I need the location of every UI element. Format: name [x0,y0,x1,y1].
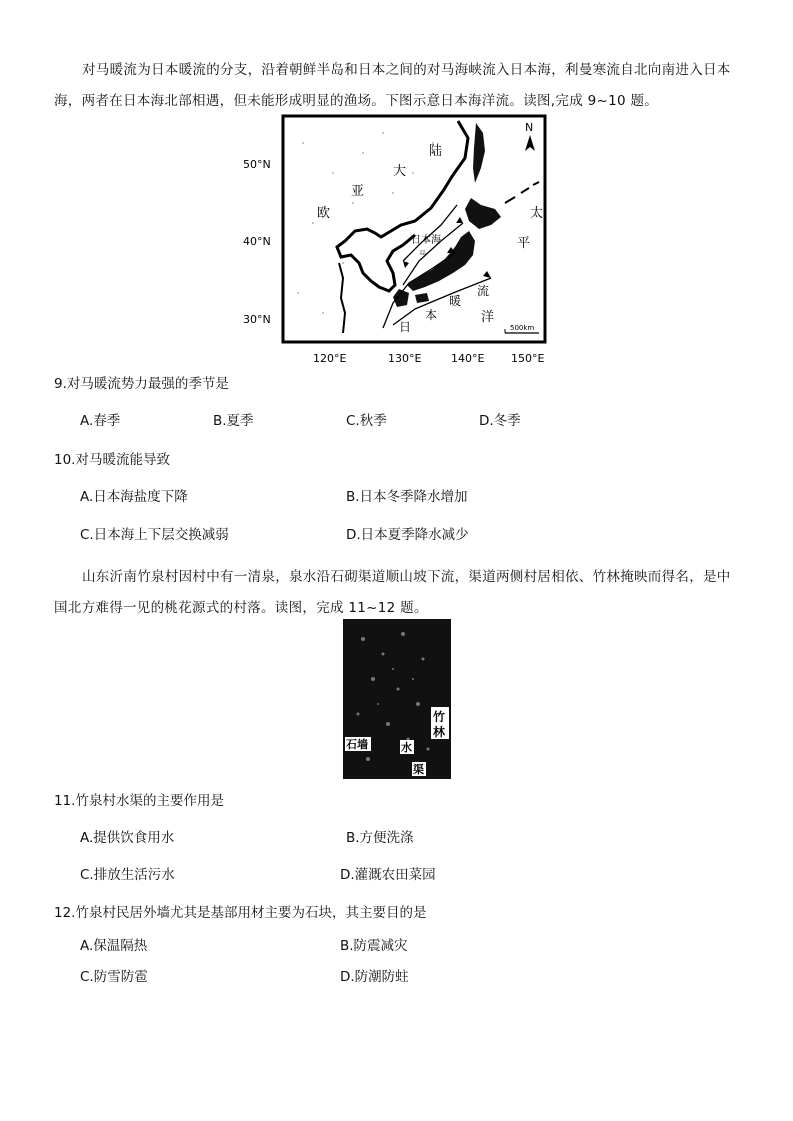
question-9-stem: 9.对马暖流势力最强的季节是 [54,376,229,392]
map-char-lu: 陆 [429,144,443,159]
q10-option-c[interactable]: C.日本海上下层交换减弱 [80,527,229,543]
q10-option-d[interactable]: D.日本夏季降水减少 [346,527,469,543]
photo-label-bamboo-1: 竹 [433,710,446,724]
photo-label-canal: 渠 [413,763,424,776]
question-12-stem: 12.竹泉村民居外墙尤其是基部用材主要为石块，其主要目的是 [54,905,427,921]
lon-label-120: 120°E [313,352,347,365]
q11-option-c[interactable]: C.排放生活污水 [80,867,175,883]
map-char-ou: 欧 [317,206,331,221]
lat-label-50: 50°N [243,158,271,171]
scale-label: 500km [510,324,535,332]
lat-label-40: 40°N [243,235,271,248]
q9-option-c[interactable]: C.秋季 [346,413,387,429]
q12-option-a[interactable]: A.保温隔热 [80,938,148,954]
map-char-nuan: 暖 [449,294,462,308]
map-char-yang: 洋 [481,310,495,325]
lon-label-150: 150°E [511,352,545,365]
q11-option-d[interactable]: D.灌溉农田菜园 [340,867,436,883]
map-char-ya: 亚 [351,184,365,199]
q10-option-b[interactable]: B.日本冬季降水增加 [346,489,468,505]
map-char-ben: 本 [425,308,438,322]
map-char-ping: 平 [517,236,531,251]
lon-label-140: 140°E [451,352,485,365]
photo-label-bamboo-2: 林 [433,725,446,739]
q12-option-c[interactable]: C.防雪防雹 [80,969,148,985]
intro-paragraph-1: 对马暖流为日本暖流的分支，沿着朝鲜半岛和日本之间的对马海峡流入日本海，利曼寒流自北向南进入日本海，两者在日本海北部相遇，但未能形成明显的渔场。下图示意日本海洋流。读图,完成 9~10 题。 [54,62,731,109]
tsushima-label: 马 [419,250,426,258]
north-label: N [525,121,534,134]
q12-option-b[interactable]: B.防震减灾 [340,938,408,954]
question-11-stem: 11.竹泉村水渠的主要作用是 [54,793,224,809]
map-char-tai: 太 [530,206,544,221]
bamboo-village-photo [343,619,451,779]
q12-option-d[interactable]: D.防潮防蛀 [340,969,409,985]
q11-option-a[interactable]: A.提供饮食用水 [80,830,175,846]
japan-sea-currents-map [243,113,563,369]
question-10-stem: 10.对马暖流能导致 [54,452,170,468]
lat-label-30: 30°N [243,313,271,326]
q9-option-a[interactable]: A.春季 [80,413,121,429]
q10-option-a[interactable]: A.日本海盐度下降 [80,489,188,505]
q9-option-b[interactable]: B.夏季 [213,413,254,429]
lon-label-130: 130°E [388,352,422,365]
sea-of-japan-label: 日本海 [411,235,441,246]
photo-label-wall: 石墙 [346,738,368,751]
intro-paragraph-2: 山东沂南竹泉村因村中有一清泉，泉水沿石砌渠道顺山坡下流，渠道两侧村居相依、竹林掩映而得名，是中国北方难得一见的桃花源式的村落。读图，完成 11~12 题。 [54,569,731,616]
map-char-liu: 流 [477,284,490,298]
q11-option-b[interactable]: B.方便洗涤 [346,830,414,846]
map-char-ri: 日 [399,320,412,334]
photo-label-water: 水 [401,741,412,754]
map-char-da: 大 [393,164,407,179]
q9-option-d[interactable]: D.冬季 [479,413,521,429]
